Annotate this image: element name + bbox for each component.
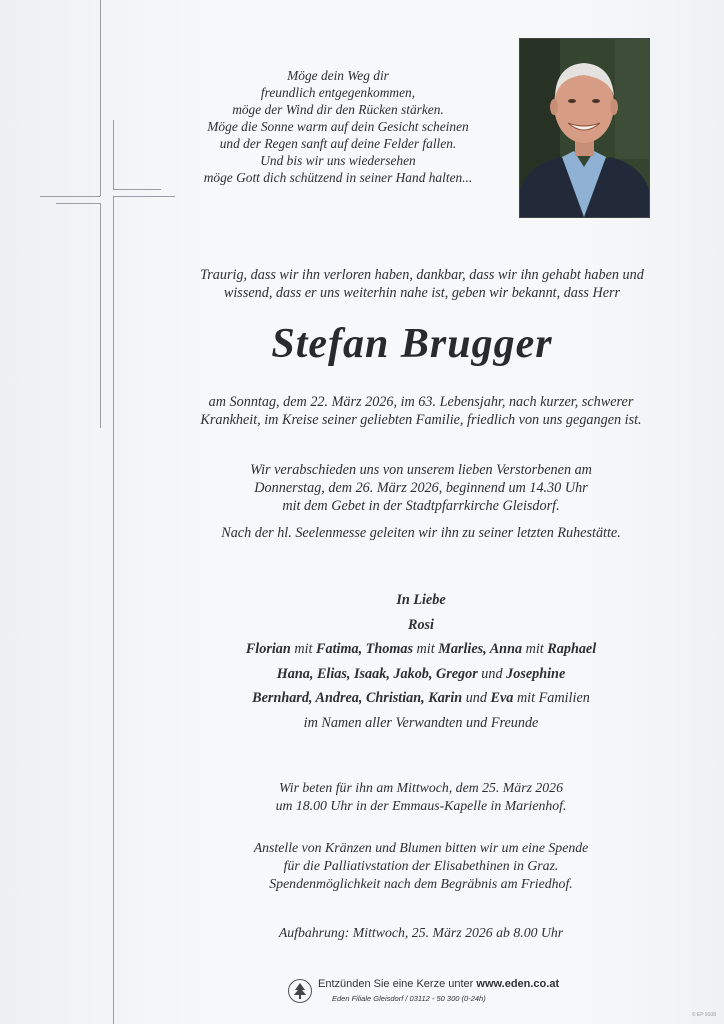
branch-contact: Eden Filiale Gleisdorf / 03112 - 50 300 (0-24h): [332, 994, 486, 1003]
family-names: Josephine: [506, 665, 566, 682]
poem-line: und der Regen sanft auf deine Felder fallen.: [219, 136, 457, 151]
family-connector: mit: [412, 641, 439, 657]
document-id: © EP 9108: [691, 1012, 716, 1018]
prayer-info: [118, 779, 724, 815]
funeral-info: [118, 461, 724, 515]
footer: [288, 976, 568, 1010]
intro-text: [120, 266, 724, 302]
poem-line: möge der Wind dir den Rücken stärken.: [232, 102, 444, 117]
family-names: Fatima, Thomas: [316, 641, 413, 657]
family-list: [118, 588, 724, 735]
portrait-photo: [519, 38, 650, 218]
burial-info: Nach der hl. Seelenmesse geleiten wir ihn zu seiner letzten Ruhestätte.: [221, 525, 621, 541]
family-row: [118, 686, 724, 711]
portrait-illustration: [520, 39, 649, 217]
intro-line: wissend, dass er uns weiterhin nahe ist, geben wir bekannt, dass Herr: [223, 285, 621, 301]
poem-line: Möge dein Weg dir: [287, 68, 389, 83]
candle-prefix: Entzünden Sie eine Kerze unter: [318, 978, 477, 990]
family-names: Florian: [245, 641, 291, 657]
donation-line: Anstelle von Kränzen und Blumen bitten wir um eine Spende: [253, 840, 589, 855]
family-closing: im Namen aller Verwandten und Freunde: [303, 714, 539, 731]
death-notice: [118, 393, 724, 429]
family-connector: mit Familien: [513, 690, 590, 706]
deceased-name: Stefan Brugger: [271, 321, 553, 367]
death-notice-line: am Sonntag, dem 22. März 2026, im 63. Lebensjahr, nach kurzer, schwerer: [208, 394, 634, 410]
poem-line: freundlich entgegenkommen,: [260, 85, 416, 100]
funeral-line: Donnerstag, dem 26. März 2026, beginnend um 14.30 Uhr: [254, 480, 588, 496]
prayer-line: um 18.00 Uhr in der Emmaus-Kapelle in Marienhof.: [275, 798, 567, 813]
viewing-info: Aufbahrung: Mittwoch, 25. März 2026 ab 8.00 Uhr: [278, 925, 564, 940]
donation-line: für die Palliativstation der Elisabethinen in Graz.: [283, 858, 559, 873]
donation-info: [118, 839, 724, 893]
website-link[interactable]: www.eden.co.at: [476, 978, 560, 990]
family-names: Eva: [490, 690, 514, 706]
prayer-line: Wir beten für ihn am Mittwoch, dem 25. März 2026: [279, 780, 563, 795]
tree-icon: [288, 979, 312, 1003]
family-names: Bernhard, Andrea, Christian, Karin: [252, 690, 463, 706]
family-names: Hana, Elias, Isaak, Jakob, Gregor: [276, 665, 478, 682]
donation-line: Spendenmöglichkeit nach dem Begräbnis am Friedhof.: [269, 876, 573, 891]
poem-line: Und bis wir uns wiedersehen: [260, 153, 416, 168]
poem-line: Möge die Sonne warm auf dein Gesicht scheinen: [207, 119, 469, 134]
spouse-name: Rosi: [407, 616, 435, 633]
family-connector: und: [462, 690, 491, 706]
family-row: [118, 662, 724, 687]
death-notice-line: Krankheit, im Kreise seiner geliebten Familie, friedlich von uns gegangen ist.: [200, 412, 642, 428]
family-names: Marlies, Anna: [438, 641, 523, 657]
family-connector: und: [477, 665, 507, 682]
funeral-line: Wir verabschieden uns von unserem lieben Verstorbenen am: [250, 462, 592, 478]
family-row: [118, 637, 724, 662]
poem: [168, 67, 508, 186]
family-names: Raphael: [547, 641, 597, 657]
family-heading: In Liebe: [396, 592, 446, 608]
family-connector: mit: [290, 641, 317, 657]
poem-line: möge Gott dich schützend in seiner Hand halten...: [203, 170, 473, 185]
funeral-line: mit dem Gebet in der Stadtpfarrkirche Gleisdorf.: [282, 498, 560, 514]
family-connector: mit: [522, 641, 548, 657]
candle-link-text: [318, 978, 559, 990]
intro-line: Traurig, dass wir ihn verloren haben, dankbar, dass wir ihn gehabt haben und: [200, 267, 644, 283]
